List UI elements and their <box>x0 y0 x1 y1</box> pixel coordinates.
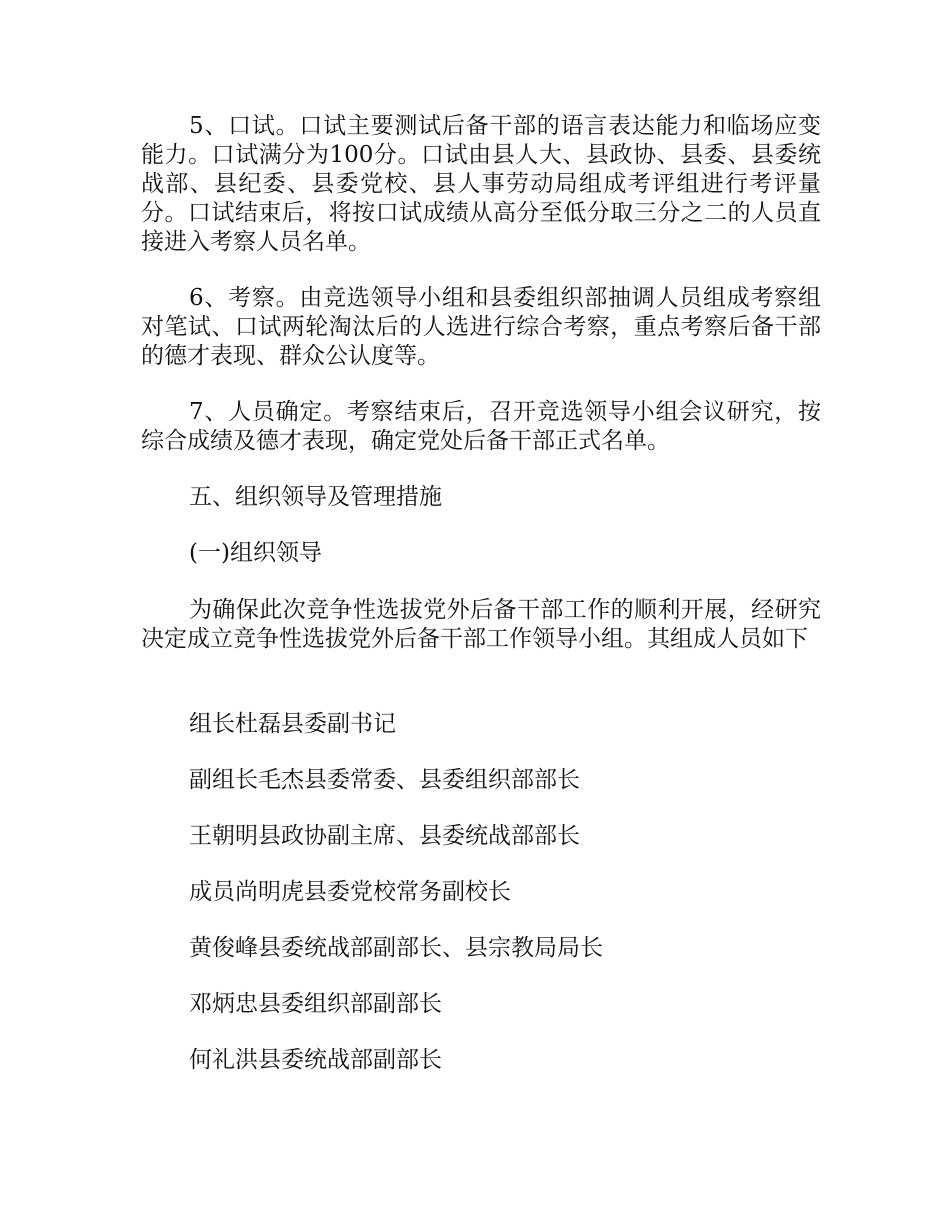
subsection-heading: (一)组织领导 <box>189 540 322 566</box>
member-line: 成员尚明虎县委党校常务副校长 <box>189 879 511 905</box>
member-line: 组长杜磊县委副书记 <box>189 711 396 737</box>
paragraph-personnel-confirmation: 7、人员确定。考察结束后，召开竞选领导小组会议研究，按综合成绩及德才表现，确定党处后备干部正式名单。 <box>141 399 821 454</box>
member-line: 王朝明县政协副主席、县委统战部部长 <box>189 823 580 849</box>
document-page <box>141 112 821 1076</box>
member-line: 邓炳忠县委组织部副部长 <box>189 991 442 1017</box>
paragraph-oral-exam: 5、口试。口试主要测试后备干部的语言表达能力和临场应变能力。口试满分为100分。口试由县人大、县政协、县委、县委统战部、县纪委、县委党校、县人事劳动局组成考评组进行考评量分。口试结束后，将按口试成绩从高分至低分取三分之二的人员直接进入考察人员名单。 <box>141 113 821 255</box>
member-line: 黄俊峰县委统战部副部长、县宗教局局长 <box>189 935 603 961</box>
member-line: 副组长毛杰县委常委、县委组织部部长 <box>189 767 580 793</box>
paragraph-inspection: 6、考察。由竞选领导小组和县委组织部抽调人员组成考察组对笔试、口试两轮淘汰后的人选进行综合考察，重点考察后备干部的德才表现、群众公认度等。 <box>141 285 821 369</box>
paragraph-leadership-group: 为确保此次竞争性选拔党外后备干部工作的顺利开展，经研究决定成立竞争性选拔党外后备干部工作领导小组。其组成人员如下 <box>141 597 821 652</box>
section-heading: 五、组织领导及管理措施 <box>189 484 442 510</box>
member-line: 何礼洪县委统战部副部长 <box>189 1047 442 1073</box>
